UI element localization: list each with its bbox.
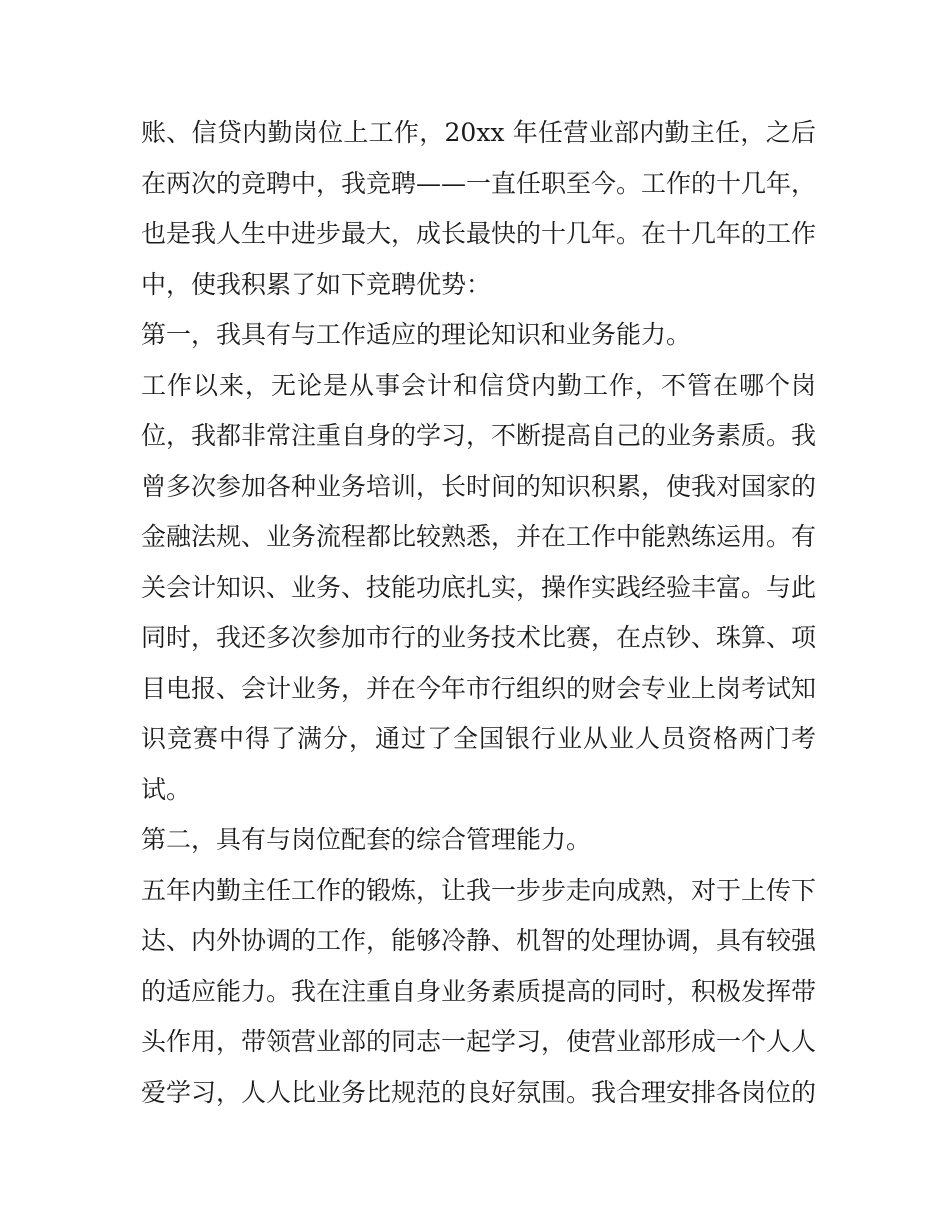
- text-line: 试。: [141, 774, 192, 804]
- text-line: 达、内外协调的工作，能够冷静、机智的处理协调，具有较强: [141, 926, 817, 955]
- text-line: 中，使我积累了如下竞聘优势：: [141, 269, 492, 299]
- text-line: 在两次的竞聘中，我竞聘——一直任职至今。工作的十几年，: [141, 168, 817, 198]
- text-line: 工作以来，无论是从事会计和信贷内勤工作，不管在哪个岗: [141, 370, 816, 400]
- text-line: 关会计知识、业务、技能功底扎实，操作实践经验丰富。与此: [141, 572, 817, 602]
- text-line: 目电报、会计业务，并在今年市行组织的财会专业上岗考试知: [141, 673, 817, 703]
- text-line: 账、信贷内勤岗位上工作，20xx 年任营业部内勤主任，之后: [141, 118, 816, 147]
- text-line: 同时，我还多次参加市行的业务技术比赛，在点钞、珠算、项: [141, 623, 817, 652]
- text-line: 识竞赛中得了满分，通过了全国银行业从业人员资格两门考: [141, 724, 816, 753]
- text-line: 位，我都非常注重自身的学习，不断提高自己的业务素质。我: [141, 421, 817, 450]
- text-line: 第一，我具有与工作适应的理论知识和业务能力。: [141, 320, 692, 349]
- text-line: 金融法规、业务流程都比较熟悉，并在工作中能熟练运用。有: [141, 522, 817, 551]
- body-text: [141, 108, 816, 1118]
- text-line: 第二，具有与岗位配套的综合管理能力。: [141, 825, 592, 854]
- text-line: 头作用，带领营业部的同志一起学习，使营业部形成一个人人: [141, 1027, 817, 1056]
- text-line: 五年内勤主任工作的锻炼，让我一步步走向成熟，对于上传下: [141, 875, 817, 905]
- text-line: 爱学习，人人比业务比规范的良好氛围。我合理安排各岗位的: [141, 1077, 817, 1107]
- text-line: 的适应能力。我在注重自身业务素质提高的同时，积极发挥带: [141, 976, 817, 1006]
- text-line: 也是我人生中进步最大，成长最快的十几年。在十几年的工作: [141, 219, 817, 248]
- text-line: 曾多次参加各种业务培训，长时间的知识积累，使我对国家的: [141, 471, 817, 501]
